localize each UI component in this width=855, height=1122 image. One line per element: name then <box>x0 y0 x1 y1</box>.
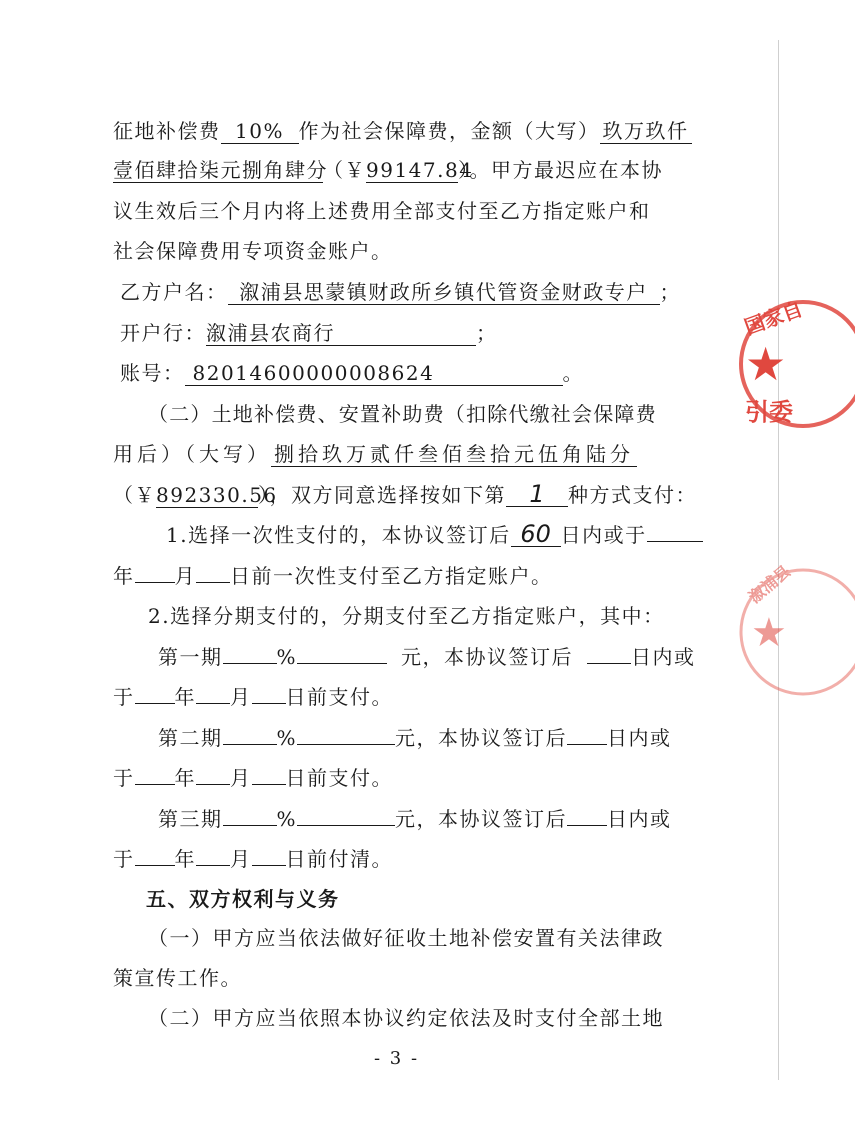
installment-line <box>158 725 672 751</box>
seal-text: 国家自 <box>741 296 806 340</box>
star-icon: ★ <box>745 337 787 391</box>
blank-field <box>135 865 175 866</box>
blank-field <box>252 784 286 785</box>
text-segment: 元，本协议签订后 <box>395 726 568 750</box>
section-heading: 五、双方权利与义务 <box>146 887 340 911</box>
installment-line <box>158 806 672 832</box>
year-blank <box>647 541 703 542</box>
text-segment: 征地补偿费 <box>113 119 221 143</box>
text-segment: 于 <box>113 766 135 790</box>
blank-field <box>567 825 607 826</box>
text-line: 策宣传工作。 <box>113 966 242 990</box>
text-line <box>113 846 393 872</box>
blank-field <box>223 663 277 664</box>
text-segment: 日内或 <box>607 726 672 750</box>
installment-label: 第二期 <box>158 726 223 750</box>
text-segment: ）。甲方最迟应在本协 <box>458 158 663 182</box>
text-line <box>113 563 553 589</box>
text-segment: 日内或 <box>607 807 672 831</box>
text-segment: （￥ <box>323 158 366 182</box>
text-line: 2.选择分期支付的，分期支付至乙方指定账户，其中： <box>148 604 665 628</box>
text-line <box>113 441 637 467</box>
text-segment: 日内或 <box>631 645 696 669</box>
text-segment: 于 <box>113 685 135 709</box>
text-line: （一）甲方应当依法做好征收土地补偿安置有关法律政 <box>148 926 664 950</box>
text-segment: 月 <box>230 847 252 871</box>
seal-text: 溆浦县 <box>745 561 795 607</box>
blank-field <box>196 582 230 583</box>
blank-field <box>135 784 175 785</box>
text-segment: 种方式支付： <box>568 483 697 507</box>
installment-label: 第一期 <box>158 645 223 669</box>
blank-field <box>135 703 175 704</box>
bank-label: 开户行： <box>120 321 206 345</box>
bank-value: 溆浦县农商行 <box>206 321 476 346</box>
text-segment: 用后）（大写） <box>113 442 271 466</box>
blank-field <box>587 663 631 664</box>
account-number-value: 82014600000008624 <box>185 361 563 386</box>
star-icon: ★ <box>751 610 787 656</box>
blank-field <box>196 865 230 866</box>
text-line <box>166 522 703 548</box>
text-segment: 年 <box>113 564 135 588</box>
text-segment: 日前支付。 <box>285 766 393 790</box>
text-line <box>113 482 697 508</box>
text-segment: 日前一次性支付至乙方指定账户。 <box>230 564 553 588</box>
blank-field <box>223 744 277 745</box>
text-segment: ），双方同意选择按如下第 <box>258 483 506 507</box>
text-segment: 日前付清。 <box>285 847 393 871</box>
text-line: （二）土地补偿费、安置补助费（扣除代缴社会保障费 <box>148 402 657 426</box>
seal-text: 引委 <box>745 398 793 426</box>
bank-line <box>120 320 498 346</box>
text-segment: % <box>276 645 298 669</box>
punctuation: ； <box>476 321 498 345</box>
official-seal-upper <box>735 292 855 426</box>
text-segment: （￥ <box>113 483 156 507</box>
text-segment: 日内或于 <box>560 523 647 547</box>
account-name-line <box>120 279 681 305</box>
text-segment: 年 <box>174 766 196 790</box>
text-segment: 月 <box>174 564 196 588</box>
text-line <box>113 684 393 710</box>
amount-words-field: 壹佰肆拾柒元捌角肆分 <box>113 158 328 182</box>
days-field: 60 <box>511 522 561 547</box>
text-line: 社会保障费用专项资金账户。 <box>113 239 393 263</box>
text-segment: 作为社会保障费，金额（大写） <box>298 119 600 143</box>
text-segment: 月 <box>230 685 252 709</box>
amount-words-field: 玖万玖仟 <box>600 119 692 144</box>
blank-field <box>252 865 286 866</box>
account-name-label: 乙方户名： <box>120 280 228 304</box>
installment-label: 第三期 <box>158 807 223 831</box>
blank-field <box>567 744 607 745</box>
text-line <box>113 157 663 183</box>
method-choice-field: 1 <box>506 482 568 507</box>
page-number: - 3 - <box>373 1048 420 1069</box>
text-segment: 年 <box>174 847 196 871</box>
text-segment: 年 <box>174 685 196 709</box>
text-segment: 元，本协议签订后 <box>395 807 568 831</box>
blank-field <box>297 744 395 745</box>
text-segment: % <box>276 807 298 831</box>
text-segment: % <box>276 726 298 750</box>
rate-field: 10% <box>221 119 299 144</box>
blank-field <box>297 825 395 826</box>
text-line <box>113 118 692 144</box>
account-number-label: 账号： <box>120 361 185 385</box>
text-segment: 1.选择一次性支付的，本协议签订后 <box>166 523 511 547</box>
text-segment: 月 <box>230 766 252 790</box>
official-seal-lower <box>735 560 855 690</box>
account-name-value: 溆浦县思蒙镇财政所乡镇代管资金财政专户 <box>228 280 660 305</box>
blank-field <box>252 703 286 704</box>
punctuation: 。 <box>562 361 584 385</box>
blank-field <box>223 825 277 826</box>
blank-field <box>196 784 230 785</box>
amount-figure-field: 892330.56 <box>156 483 278 507</box>
text-segment: 于 <box>113 847 135 871</box>
text-segment: 元，本协议签订后 <box>401 645 574 669</box>
text-line <box>113 765 393 791</box>
amount-figure-field: 99147.84 <box>366 158 474 182</box>
text-line: 议生效后三个月内将上述费用全部支付至乙方指定账户和 <box>113 199 651 223</box>
installment-line <box>158 644 696 670</box>
amount-words-field: 捌拾玖万贰仟叁佰叁拾元伍角陆分 <box>271 442 637 467</box>
text-line: （二）甲方应当依照本协议约定依法及时支付全部土地 <box>148 1006 664 1030</box>
text-segment: 日前支付。 <box>285 685 393 709</box>
blank-field <box>297 663 387 664</box>
punctuation: ； <box>659 280 681 304</box>
account-number-line <box>120 360 584 386</box>
blank-field <box>135 582 175 583</box>
blank-field <box>196 703 230 704</box>
